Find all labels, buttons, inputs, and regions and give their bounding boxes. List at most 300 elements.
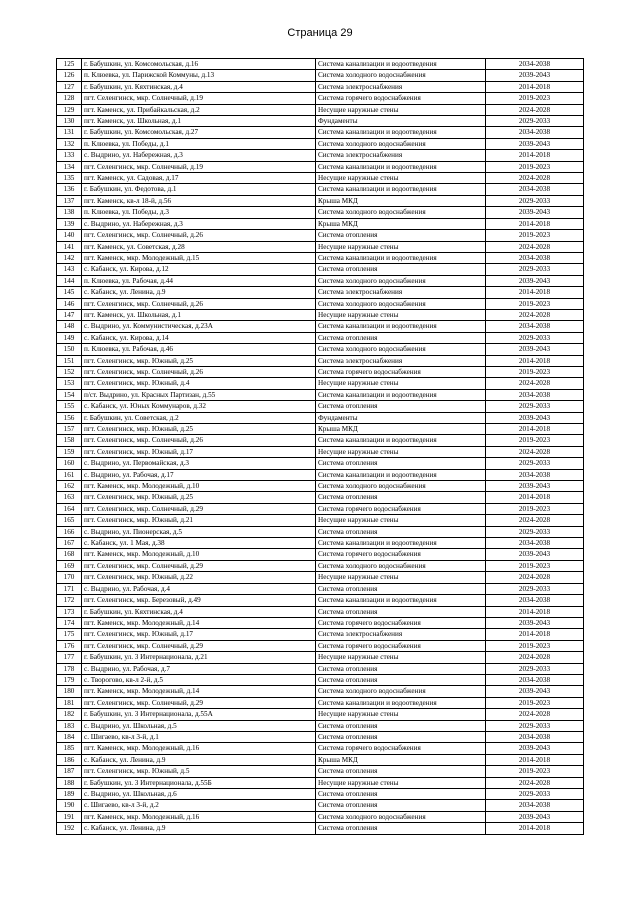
period-cell: 2034-2038 <box>486 595 584 606</box>
row-number-cell: 184 <box>57 731 82 742</box>
work-type-cell: Крыша МКД <box>316 424 486 435</box>
address-cell: пгт. Каменск, мкр. Молодежный, д.10 <box>82 549 316 560</box>
row-number-cell: 167 <box>57 538 82 549</box>
work-type-cell: Система отопления <box>316 663 486 674</box>
address-cell: п. Клюевка, ул. Рабочая, д.44 <box>82 275 316 286</box>
period-cell: 2034-2038 <box>486 538 584 549</box>
row-number-cell: 164 <box>57 503 82 514</box>
row-number-cell: 191 <box>57 811 82 822</box>
table-row <box>57 446 584 457</box>
table-row <box>57 538 584 549</box>
row-number-cell: 139 <box>57 218 82 229</box>
period-cell: 2014-2018 <box>486 629 584 640</box>
row-number-cell: 186 <box>57 754 82 765</box>
table-row <box>57 640 584 651</box>
work-type-cell: Несущие наружные стены <box>316 777 486 788</box>
row-number-cell: 153 <box>57 378 82 389</box>
table-row <box>57 469 584 480</box>
work-type-cell: Система отопления <box>316 583 486 594</box>
address-cell: г. Бабушкин, ул. Комсомольская, д.27 <box>82 127 316 138</box>
work-type-cell: Система горячего водоснабжения <box>316 549 486 560</box>
row-number-cell: 130 <box>57 116 82 127</box>
work-type-cell: Несущие наружные стены <box>316 515 486 526</box>
work-type-cell: Система канализации и водоотведения <box>316 538 486 549</box>
work-type-cell: Система канализации и водоотведения <box>316 161 486 172</box>
address-cell: пгт. Селенгинск, мкр. Солнечный, д.26 <box>82 230 316 241</box>
period-cell: 2019-2023 <box>486 161 584 172</box>
row-number-cell: 128 <box>57 93 82 104</box>
work-type-cell: Система канализации и водоотведения <box>316 59 486 70</box>
address-cell: пгт. Селенгинск, мкр. Южный, д.17 <box>82 446 316 457</box>
table-row <box>57 424 584 435</box>
period-cell: 2039-2043 <box>486 811 584 822</box>
period-cell: 2039-2043 <box>486 686 584 697</box>
address-cell: пгт. Селенгинск, мкр. Южный, д.5 <box>82 766 316 777</box>
row-number-cell: 133 <box>57 150 82 161</box>
row-number-cell: 149 <box>57 332 82 343</box>
period-cell: 2034-2038 <box>486 184 584 195</box>
address-cell: г. Бабушкин, ул. 3 Интернационала, д.21 <box>82 652 316 663</box>
work-type-cell: Система отопления <box>316 458 486 469</box>
address-cell: пгт. Селенгинск, мкр. Солнечный, д.26 <box>82 298 316 309</box>
period-cell: 2034-2038 <box>486 469 584 480</box>
period-cell: 2029-2033 <box>486 195 584 206</box>
period-cell: 2019-2023 <box>486 230 584 241</box>
address-cell: с. Кабанск, ул. Кирова, д.14 <box>82 332 316 343</box>
table-row <box>57 720 584 731</box>
table-row <box>57 207 584 218</box>
period-cell: 2014-2018 <box>486 823 584 834</box>
table-row <box>57 515 584 526</box>
table-row <box>57 811 584 822</box>
address-cell: пгт. Каменск, ул. Советская, д.28 <box>82 241 316 252</box>
period-cell: 2039-2043 <box>486 412 584 423</box>
row-number-cell: 173 <box>57 606 82 617</box>
work-type-cell: Система канализации и водоотведения <box>316 127 486 138</box>
row-number-cell: 177 <box>57 652 82 663</box>
period-cell: 2034-2038 <box>486 674 584 685</box>
work-type-cell: Фундаменты <box>316 412 486 423</box>
work-type-cell: Система отопления <box>316 230 486 241</box>
work-type-cell: Система отопления <box>316 731 486 742</box>
row-number-cell: 131 <box>57 127 82 138</box>
period-cell: 2034-2038 <box>486 252 584 263</box>
address-cell: пгт. Каменск, ул. Школьная, д.1 <box>82 116 316 127</box>
address-cell: с. Творогово, кв-л 2-й, д.5 <box>82 674 316 685</box>
period-cell: 2014-2018 <box>486 218 584 229</box>
address-cell: пгт. Каменск, мкр. Молодежный, д.10 <box>82 481 316 492</box>
period-cell: 2014-2018 <box>486 754 584 765</box>
period-cell: 2024-2028 <box>486 709 584 720</box>
row-number-cell: 136 <box>57 184 82 195</box>
address-cell: г. Бабушкин, ул. 3 Интернационала, д.55Б <box>82 777 316 788</box>
table-row <box>57 743 584 754</box>
address-cell: пгт. Каменск, мкр. Молодежный, д.14 <box>82 617 316 628</box>
address-cell: с. Шигаево, кв-л 3-й, д.2 <box>82 800 316 811</box>
work-type-cell: Система холодного водоснабжения <box>316 275 486 286</box>
table-row <box>57 663 584 674</box>
work-type-cell: Крыша МКД <box>316 195 486 206</box>
table-row <box>57 572 584 583</box>
row-number-cell: 181 <box>57 697 82 708</box>
row-number-cell: 127 <box>57 81 82 92</box>
row-number-cell: 155 <box>57 401 82 412</box>
table-row <box>57 195 584 206</box>
work-type-cell: Система горячего водоснабжения <box>316 743 486 754</box>
work-type-cell: Система канализации и водоотведения <box>316 389 486 400</box>
address-cell: г. Бабушкин, ул. 3 Интернационала, д.55А <box>82 709 316 720</box>
table-row <box>57 275 584 286</box>
row-number-cell: 145 <box>57 287 82 298</box>
address-cell: пгт. Селенгинск, мкр. Южный, д.17 <box>82 629 316 640</box>
table-row <box>57 595 584 606</box>
table-row <box>57 366 584 377</box>
period-cell: 2029-2033 <box>486 116 584 127</box>
period-cell: 2019-2023 <box>486 766 584 777</box>
address-cell: с. Кабанск, ул. Ленина, д.9 <box>82 823 316 834</box>
row-number-cell: 135 <box>57 173 82 184</box>
work-type-cell: Система отопления <box>316 264 486 275</box>
period-cell: 2024-2028 <box>486 309 584 320</box>
table-row <box>57 81 584 92</box>
work-type-cell: Система холодного водоснабжения <box>316 298 486 309</box>
table-row <box>57 754 584 765</box>
row-number-cell: 137 <box>57 195 82 206</box>
address-cell: с. Выдрино, ул. Рабочая, д.7 <box>82 663 316 674</box>
address-cell: с. Выдрино, ул. Пионерская, д.5 <box>82 526 316 537</box>
address-cell: пгт. Селенгинск, мкр. Солнечный, д.19 <box>82 93 316 104</box>
address-cell: г. Бабушкин, ул. Кяхтинская, д.4 <box>82 606 316 617</box>
work-type-cell: Система холодного водоснабжения <box>316 560 486 571</box>
table-row <box>57 674 584 685</box>
period-cell: 2029-2033 <box>486 526 584 537</box>
work-type-cell: Система отопления <box>316 800 486 811</box>
period-cell: 2029-2033 <box>486 789 584 800</box>
table-row <box>57 150 584 161</box>
period-cell: 2024-2028 <box>486 104 584 115</box>
work-type-cell: Система электроснабжения <box>316 629 486 640</box>
address-cell: с. Выдрино, ул. Набережная, д.3 <box>82 218 316 229</box>
address-cell: с. Шигаево, кв-л 3-й, д.1 <box>82 731 316 742</box>
row-number-cell: 158 <box>57 435 82 446</box>
address-cell: с. Кабанск, ул. 1 Мая, д.38 <box>82 538 316 549</box>
table-row <box>57 173 584 184</box>
row-number-cell: 188 <box>57 777 82 788</box>
row-number-cell: 142 <box>57 252 82 263</box>
address-cell: пгт. Каменск, ул. Прибайкальская, д.2 <box>82 104 316 115</box>
row-number-cell: 156 <box>57 412 82 423</box>
work-type-cell: Система канализации и водоотведения <box>316 321 486 332</box>
address-cell: пгт. Каменск, ул. Школьная, д.1 <box>82 309 316 320</box>
period-cell: 2029-2033 <box>486 401 584 412</box>
address-cell: г. Бабушкин, ул. Федотова, д.1 <box>82 184 316 195</box>
period-cell: 2034-2038 <box>486 127 584 138</box>
table-row <box>57 492 584 503</box>
work-type-cell: Несущие наружные стены <box>316 709 486 720</box>
row-number-cell: 159 <box>57 446 82 457</box>
row-number-cell: 187 <box>57 766 82 777</box>
table-row <box>57 127 584 138</box>
period-cell: 2029-2033 <box>486 720 584 731</box>
period-cell: 2024-2028 <box>486 572 584 583</box>
period-cell: 2019-2023 <box>486 298 584 309</box>
work-type-cell: Система холодного водоснабжения <box>316 686 486 697</box>
table-row <box>57 435 584 446</box>
address-cell: пгт. Селенгинск, мкр. Солнечный, д.29 <box>82 560 316 571</box>
address-cell: пгт. Селенгинск, мкр. Южный, д.21 <box>82 515 316 526</box>
address-cell: пгт. Селенгинск, мкр. Солнечный, д.29 <box>82 640 316 651</box>
address-cell: пгт. Каменск, мкр. Молодежный, д.14 <box>82 686 316 697</box>
row-number-cell: 180 <box>57 686 82 697</box>
address-cell: пгт. Селенгинск, мкр. Южный, д.22 <box>82 572 316 583</box>
work-type-cell: Система горячего водоснабжения <box>316 640 486 651</box>
address-cell: пгт. Селенгинск, мкр. Солнечный, д.19 <box>82 161 316 172</box>
table-row <box>57 298 584 309</box>
table-row <box>57 378 584 389</box>
row-number-cell: 175 <box>57 629 82 640</box>
period-cell: 2019-2023 <box>486 435 584 446</box>
work-type-cell: Система канализации и водоотведения <box>316 252 486 263</box>
address-cell: с. Кабанск, ул. Ленина, д.9 <box>82 754 316 765</box>
table-row <box>57 709 584 720</box>
work-type-cell: Несущие наружные стены <box>316 104 486 115</box>
period-cell: 2019-2023 <box>486 93 584 104</box>
work-type-cell: Система отопления <box>316 674 486 685</box>
work-type-cell: Система канализации и водоотведения <box>316 595 486 606</box>
work-type-cell: Несущие наружные стены <box>316 309 486 320</box>
period-cell: 2014-2018 <box>486 355 584 366</box>
address-cell: пгт. Каменск, мкр. Молодежный, д.15 <box>82 252 316 263</box>
period-cell: 2029-2033 <box>486 332 584 343</box>
address-cell: с. Кабанск, ул. Юных Коммунаров, д.32 <box>82 401 316 412</box>
period-cell: 2014-2018 <box>486 606 584 617</box>
table-row <box>57 70 584 81</box>
table-row <box>57 116 584 127</box>
table-row <box>57 697 584 708</box>
period-cell: 2014-2018 <box>486 424 584 435</box>
address-cell: п. Клюевка, ул. Парижской Коммуны, д.13 <box>82 70 316 81</box>
work-type-cell: Крыша МКД <box>316 218 486 229</box>
table-row <box>57 583 584 594</box>
row-number-cell: 170 <box>57 572 82 583</box>
period-cell: 2024-2028 <box>486 378 584 389</box>
address-cell: пгт. Селенгинск, мкр. Солнечный, д.26 <box>82 366 316 377</box>
period-cell: 2019-2023 <box>486 640 584 651</box>
row-number-cell: 125 <box>57 59 82 70</box>
row-number-cell: 182 <box>57 709 82 720</box>
table-row <box>57 184 584 195</box>
period-cell: 2019-2023 <box>486 503 584 514</box>
row-number-cell: 163 <box>57 492 82 503</box>
table-row <box>57 789 584 800</box>
work-type-cell: Система холодного водоснабжения <box>316 70 486 81</box>
work-type-cell: Система отопления <box>316 766 486 777</box>
table-row <box>57 560 584 571</box>
table-row <box>57 766 584 777</box>
table-row <box>57 344 584 355</box>
period-cell: 2019-2023 <box>486 366 584 377</box>
row-number-cell: 141 <box>57 241 82 252</box>
table-row <box>57 526 584 537</box>
row-number-cell: 161 <box>57 469 82 480</box>
address-cell: п/ст. Выдрино, ул. Красных Партизан, д.55 <box>82 389 316 400</box>
period-cell: 2039-2043 <box>486 617 584 628</box>
work-type-cell: Система отопления <box>316 401 486 412</box>
table-row <box>57 606 584 617</box>
table-row <box>57 777 584 788</box>
row-number-cell: 126 <box>57 70 82 81</box>
work-type-cell: Система отопления <box>316 526 486 537</box>
table-row <box>57 503 584 514</box>
row-number-cell: 179 <box>57 674 82 685</box>
table-row <box>57 617 584 628</box>
address-cell: пгт. Селенгинск, мкр. Южный, д.4 <box>82 378 316 389</box>
work-type-cell: Система отопления <box>316 606 486 617</box>
address-cell: пгт. Каменск, мкр. Молодежный, д.16 <box>82 743 316 754</box>
table-row <box>57 309 584 320</box>
address-cell: пгт. Селенгинск, мкр. Солнечный, д.26 <box>82 435 316 446</box>
row-number-cell: 129 <box>57 104 82 115</box>
period-cell: 2014-2018 <box>486 492 584 503</box>
address-cell: с. Выдрино, ул. Рабочая, д.17 <box>82 469 316 480</box>
period-cell: 2039-2043 <box>486 275 584 286</box>
work-type-cell: Система холодного водоснабжения <box>316 344 486 355</box>
period-cell: 2034-2038 <box>486 731 584 742</box>
table-row <box>57 823 584 834</box>
work-type-cell: Система отопления <box>316 492 486 503</box>
table-row <box>57 731 584 742</box>
row-number-cell: 176 <box>57 640 82 651</box>
row-number-cell: 169 <box>57 560 82 571</box>
row-number-cell: 165 <box>57 515 82 526</box>
period-cell: 2024-2028 <box>486 515 584 526</box>
address-cell: пгт. Селенгинск, мкр. Южный, д.25 <box>82 355 316 366</box>
row-number-cell: 168 <box>57 549 82 560</box>
period-cell: 2039-2043 <box>486 549 584 560</box>
work-type-cell: Система канализации и водоотведения <box>316 184 486 195</box>
work-type-cell: Система канализации и водоотведения <box>316 469 486 480</box>
period-cell: 2024-2028 <box>486 652 584 663</box>
table-row <box>57 686 584 697</box>
period-cell: 2024-2028 <box>486 446 584 457</box>
address-cell: п. Клюевка, ул. Победы, д.1 <box>82 138 316 149</box>
table-row <box>57 481 584 492</box>
work-type-cell: Система отопления <box>316 332 486 343</box>
work-type-cell: Система горячего водоснабжения <box>316 617 486 628</box>
period-cell: 2024-2028 <box>486 241 584 252</box>
work-type-cell: Система отопления <box>316 720 486 731</box>
address-cell: г. Бабушкин, ул. Кяхтинская, д.4 <box>82 81 316 92</box>
table-row <box>57 629 584 640</box>
period-cell: 2039-2043 <box>486 344 584 355</box>
work-type-cell: Система холодного водоснабжения <box>316 811 486 822</box>
table-row <box>57 800 584 811</box>
table-row <box>57 218 584 229</box>
address-cell: пгт. Каменск, ул. Садовая, д.17 <box>82 173 316 184</box>
work-type-cell: Система холодного водоснабжения <box>316 481 486 492</box>
address-cell: п. Клюевка, ул. Победы, д.3 <box>82 207 316 218</box>
period-cell: 2014-2018 <box>486 81 584 92</box>
period-cell: 2039-2043 <box>486 70 584 81</box>
row-number-cell: 192 <box>57 823 82 834</box>
row-number-cell: 183 <box>57 720 82 731</box>
work-type-cell: Система отопления <box>316 789 486 800</box>
period-cell: 2039-2043 <box>486 481 584 492</box>
row-number-cell: 132 <box>57 138 82 149</box>
table-row <box>57 59 584 70</box>
address-cell: пгт. Селенгинск, мкр. Солнечный, д.29 <box>82 503 316 514</box>
work-type-cell: Система электроснабжения <box>316 81 486 92</box>
period-cell: 2034-2038 <box>486 800 584 811</box>
row-number-cell: 147 <box>57 309 82 320</box>
period-cell: 2014-2018 <box>486 287 584 298</box>
work-type-cell: Фундаменты <box>316 116 486 127</box>
period-cell: 2029-2033 <box>486 663 584 674</box>
period-cell: 2029-2033 <box>486 583 584 594</box>
period-cell: 2019-2023 <box>486 560 584 571</box>
work-type-cell: Система холодного водоснабжения <box>316 207 486 218</box>
work-type-cell: Система горячего водоснабжения <box>316 366 486 377</box>
address-cell: с. Кабанск, ул. Кирова, д.12 <box>82 264 316 275</box>
work-type-cell: Несущие наружные стены <box>316 652 486 663</box>
table-row <box>57 652 584 663</box>
row-number-cell: 189 <box>57 789 82 800</box>
row-number-cell: 146 <box>57 298 82 309</box>
row-number-cell: 150 <box>57 344 82 355</box>
period-cell: 2029-2033 <box>486 264 584 275</box>
row-number-cell: 162 <box>57 481 82 492</box>
row-number-cell: 148 <box>57 321 82 332</box>
period-cell: 2034-2038 <box>486 389 584 400</box>
address-cell: с. Выдрино, ул. Рабочая, д.4 <box>82 583 316 594</box>
address-cell: пгт. Селенгинск, мкр. Южный, д.25 <box>82 424 316 435</box>
work-type-cell: Несущие наружные стены <box>316 572 486 583</box>
table-row <box>57 93 584 104</box>
table-row <box>57 412 584 423</box>
table-row <box>57 264 584 275</box>
period-cell: 2029-2033 <box>486 458 584 469</box>
work-type-cell: Несущие наружные стены <box>316 446 486 457</box>
row-number-cell: 140 <box>57 230 82 241</box>
work-type-cell: Система электроснабжения <box>316 355 486 366</box>
table-row <box>57 241 584 252</box>
work-type-cell: Система отопления <box>316 823 486 834</box>
work-type-cell: Система канализации и водоотведения <box>316 697 486 708</box>
work-type-cell: Система электроснабжения <box>316 150 486 161</box>
address-cell: с. Выдрино, ул. Коммунистическая, д.23А <box>82 321 316 332</box>
work-type-cell: Система горячего водоснабжения <box>316 503 486 514</box>
table-row <box>57 321 584 332</box>
period-cell: 2024-2028 <box>486 173 584 184</box>
address-cell: пгт. Селенгинск, мкр. Солнечный, д.29 <box>82 697 316 708</box>
row-number-cell: 134 <box>57 161 82 172</box>
table-row <box>57 104 584 115</box>
row-number-cell: 185 <box>57 743 82 754</box>
row-number-cell: 160 <box>57 458 82 469</box>
row-number-cell: 166 <box>57 526 82 537</box>
table-row <box>57 332 584 343</box>
table-row <box>57 389 584 400</box>
address-cell: г. Бабушкин, ул. Комсомольская, д.16 <box>82 59 316 70</box>
page-title: Страница 29 <box>287 27 353 39</box>
work-type-cell: Система горячего водоснабжения <box>316 93 486 104</box>
period-cell: 2039-2043 <box>486 743 584 754</box>
table-row <box>57 401 584 412</box>
work-type-cell: Система холодного водоснабжения <box>316 138 486 149</box>
row-number-cell: 144 <box>57 275 82 286</box>
row-number-cell: 172 <box>57 595 82 606</box>
row-number-cell: 171 <box>57 583 82 594</box>
